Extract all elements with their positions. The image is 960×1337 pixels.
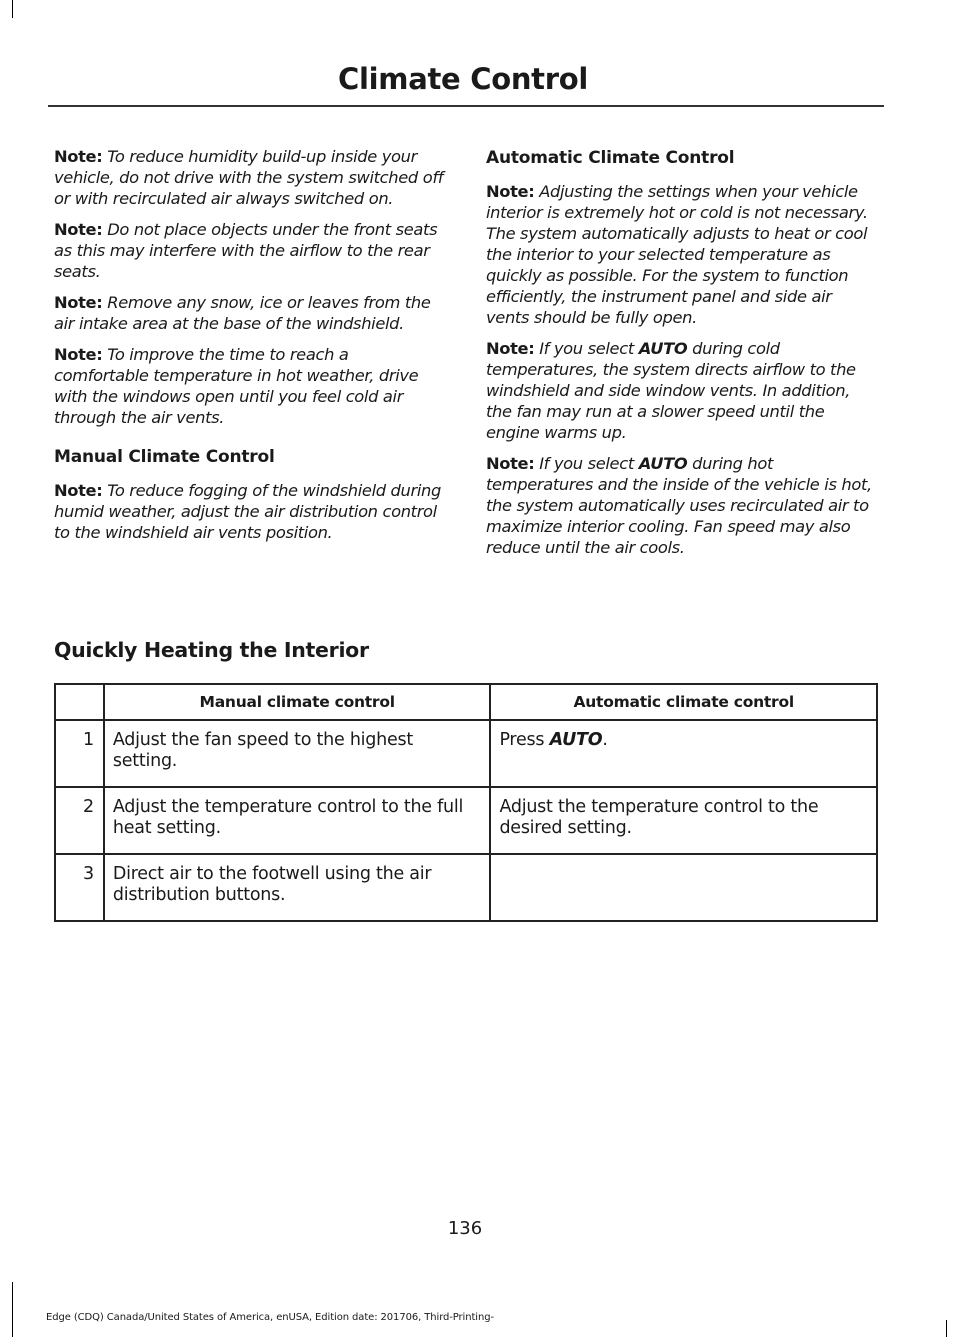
- left-column: [54, 146, 446, 553]
- manual-step: Adjust the fan speed to the highest setting.: [104, 720, 491, 787]
- automatic-climate-heading: Automatic Climate Control: [486, 148, 735, 168]
- note-paragraph: [54, 344, 446, 428]
- right-column: [486, 146, 878, 568]
- note-paragraph: [54, 219, 446, 282]
- table-header-row: [55, 684, 877, 720]
- note-text: Do not place objects under the front seats as this may interfere with the airflow to the rear seats.: [54, 220, 438, 281]
- page-header-title: Climate Control: [338, 62, 588, 96]
- table-header-cell: Automatic climate control: [490, 684, 877, 720]
- table-header-cell: Manual climate control: [104, 684, 491, 720]
- manual-step: Adjust the temperature control to the full heat setting.: [104, 787, 491, 854]
- note-text: To reduce humidity build-up inside your vehicle, do not drive with the system switched off or with recirculated air always switched on.: [54, 147, 444, 208]
- table-row: [55, 720, 877, 787]
- note-text: If you select: [539, 339, 634, 358]
- table-row: [55, 854, 877, 921]
- note-paragraph: [486, 338, 878, 443]
- manual-climate-heading: Manual Climate Control: [54, 447, 275, 467]
- automatic-step: [490, 854, 877, 921]
- auto-keyword: AUTO: [638, 339, 688, 358]
- note-label: Note:: [486, 454, 535, 473]
- page-number: 136: [447, 1218, 483, 1239]
- note-text: during cold temperatures, the system directs airflow to the windshield and side window vents. In addition, the fan may run at a slower speed until the engine warms up.: [486, 339, 856, 442]
- automatic-step: [490, 720, 877, 787]
- table-header-cell: [55, 684, 104, 720]
- section-title: Quickly Heating the Interior: [54, 638, 369, 662]
- note-label: Note:: [54, 345, 103, 364]
- note-label: Note:: [54, 147, 103, 166]
- note-label: Note:: [54, 293, 103, 312]
- note-text: To improve the time to reach a comfortable temperature in hot weather, drive with the windows open until you feel cold air through the air vents.: [54, 345, 419, 427]
- note-text: Remove any snow, ice or leaves from the air intake area at the base of the windshield.: [54, 293, 431, 333]
- step-number: 2: [55, 787, 104, 854]
- auto-keyword: AUTO: [549, 730, 603, 750]
- automatic-step-text: .: [602, 730, 608, 750]
- crop-mark-bottom-left: [12, 1282, 13, 1337]
- note-paragraph: [54, 292, 446, 334]
- auto-keyword: AUTO: [638, 454, 688, 473]
- automatic-step: Adjust the temperature control to the desired setting.: [490, 787, 877, 854]
- automatic-step-text: Press: [499, 730, 545, 750]
- manual-step: Direct air to the footwell using the air distribution buttons.: [104, 854, 491, 921]
- step-number: 1: [55, 720, 104, 787]
- note-paragraph: [486, 181, 878, 328]
- note-label: Note:: [54, 220, 103, 239]
- note-text: To reduce fogging of the windshield during humid weather, adjust the air distribution control to the windshield air vents position.: [54, 481, 441, 542]
- heating-steps-table: [54, 683, 878, 922]
- note-paragraph: [54, 146, 446, 209]
- note-label: Note:: [486, 339, 535, 358]
- footer-edition-info: Edge (CDQ) Canada/United States of America, enUSA, Edition date: 201706, Third-Printing-: [46, 1312, 494, 1323]
- note-paragraph: [486, 453, 878, 558]
- note-text: Adjusting the settings when your vehicle interior is extremely hot or cold is not necessary. The system automatically adjusts to heat or cool the interior to your selected temperature as quickly as possible. For the system to function efficiently, the instrument panel and side air vents should be fully open.: [486, 182, 868, 327]
- crop-mark-top-left: [12, 0, 13, 18]
- note-text: If you select: [539, 454, 634, 473]
- crop-mark-bottom-right: [946, 1320, 947, 1337]
- note-text: during hot temperatures and the inside of the vehicle is hot, the system automatically uses recirculated air to maximize interior cooling. Fan speed may also reduce until the air cools.: [486, 454, 872, 557]
- note-label: Note:: [486, 182, 535, 201]
- header-divider: [48, 105, 884, 107]
- note-label: Note:: [54, 481, 103, 500]
- table-row: [55, 787, 877, 854]
- note-paragraph: [54, 480, 446, 543]
- step-number: 3: [55, 854, 104, 921]
